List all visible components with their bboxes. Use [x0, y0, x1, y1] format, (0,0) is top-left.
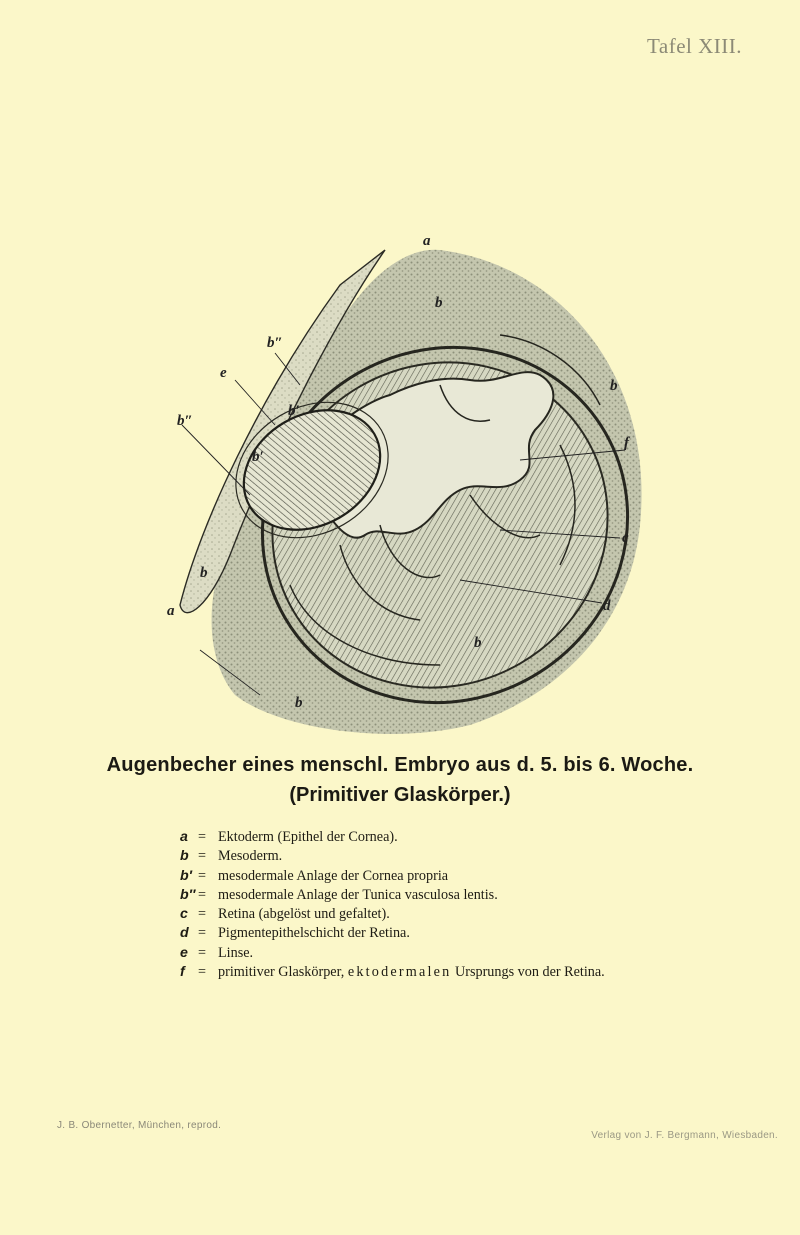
label-b-bottom2: b	[295, 695, 303, 711]
legend-item: b″ = mesodermale Anlage der Tunica vasculosa lentis.	[180, 886, 498, 903]
legend-item: e = Linse.	[180, 944, 254, 961]
legend	[180, 828, 605, 982]
label-b-right: b	[610, 378, 618, 394]
label-d: d	[603, 598, 611, 614]
legend-item: b′ = mesodermale Anlage der Cornea propria	[180, 867, 449, 884]
label-b2-left: b″	[177, 413, 193, 429]
label-a-left: a	[167, 603, 175, 619]
plate-title: Tafel XIII.	[647, 34, 742, 58]
legend-item: d = Pigmentepithelschicht der Retina.	[180, 925, 410, 942]
footer-reproducer: J. B. Obernetter, München, reprod.	[57, 1120, 222, 1131]
label-b-top: b	[435, 295, 443, 311]
label-c: c	[622, 530, 629, 546]
legend-item: a = Ektoderm (Epithel der Cornea).	[180, 829, 398, 845]
label-e: e	[220, 365, 227, 381]
label-b1-inner1: b′	[288, 403, 300, 419]
embryo-eye-illustration	[140, 225, 660, 750]
label-b-bottom1: b	[474, 635, 482, 651]
legend-item: f = primitiver Glaskörper, ektodermalen Ursprungs von der Retina.	[180, 964, 605, 981]
caption-title: Augenbecher eines menschl. Embryo aus d. 5. bis 6. Woche.	[106, 754, 694, 776]
label-a-top: a	[423, 233, 431, 249]
label-f: f	[624, 435, 629, 451]
footer-publisher: Verlag von J. F. Bergmann, Wiesbaden.	[591, 1130, 778, 1141]
label-b1-inner2: b′	[252, 449, 264, 465]
caption-subtitle: (Primitiver Glaskörper.)	[289, 784, 511, 806]
legend-item: b = Mesoderm.	[180, 848, 283, 865]
legend-item: c = Retina (abgelöst und gefaltet).	[180, 906, 390, 923]
label-b-left: b	[200, 565, 208, 581]
label-b2-upper: b″	[267, 335, 283, 351]
